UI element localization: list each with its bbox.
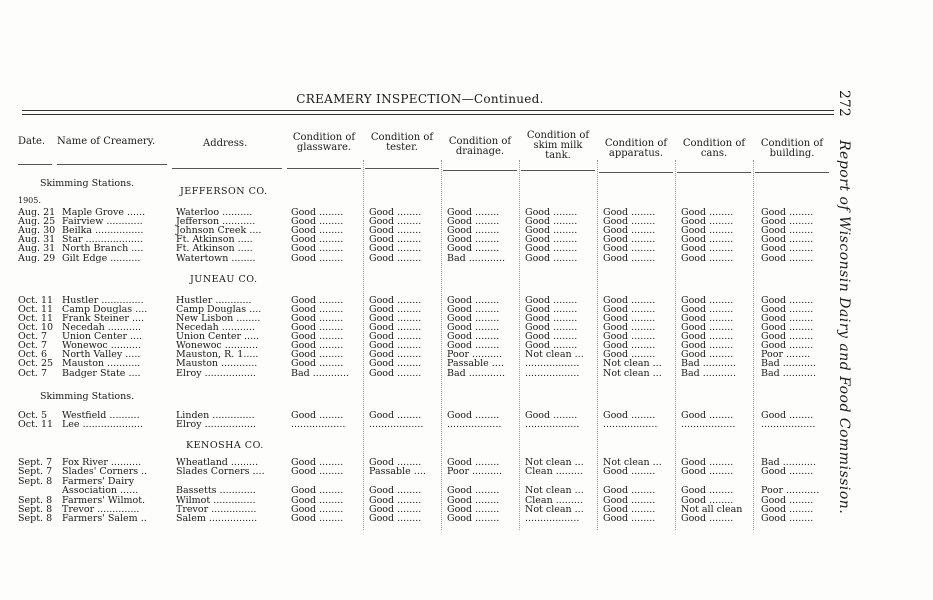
row-cans: Good ........ [681, 322, 734, 333]
row-drainage: Good ........ [447, 216, 500, 227]
row-tester: Passable .... [369, 466, 426, 477]
row-address: Wilmot .............. [176, 495, 256, 506]
row-glassware: Good ........ [291, 349, 344, 360]
row-cans: Good ........ [681, 485, 734, 496]
row-apparatus: Good ........ [603, 513, 656, 524]
row-cans: Not all clean [681, 504, 743, 515]
row-name: North Branch .... [62, 243, 144, 254]
page-title: CREAMERY INSPECTION—Continued. [296, 92, 544, 106]
row-name: Westfield .......... [62, 410, 140, 421]
row-apparatus: Good ........ [603, 349, 656, 360]
row-address: Slades Corners .... [176, 466, 265, 477]
row-skim-milk-tank: Good ........ [525, 340, 578, 351]
row-apparatus: Good ........ [603, 225, 656, 236]
header-drainage: Condition of drainage. [448, 136, 512, 157]
row-date: Aug. 29 [18, 253, 56, 264]
row-name: Beilka ................ [62, 225, 144, 236]
row-drainage: Good ........ [447, 243, 500, 254]
row-glassware: Good ........ [291, 457, 344, 468]
row-date: Oct. 11 [18, 295, 54, 306]
county-label: JUNEAU CO. [190, 274, 258, 285]
row-date: Aug. 21 [18, 207, 56, 218]
row-apparatus: Good ........ [603, 243, 656, 254]
row-tester: Good ........ [369, 207, 422, 218]
row-cans: Good ........ [681, 253, 734, 264]
row-cans: Good ........ [681, 495, 734, 506]
row-glassware: Good ........ [291, 304, 344, 315]
row-name: Fox River .......... [62, 457, 142, 468]
section-label: Skimming Stations. [40, 178, 135, 189]
row-address: Mauston, R. 1..... [176, 349, 259, 360]
row-date: Oct. 11 [18, 419, 54, 430]
row-drainage: Good ........ [447, 234, 500, 245]
row-tester: Good ........ [369, 243, 422, 254]
row-drainage: Good ........ [447, 331, 500, 342]
row-apparatus: Not clean ... [603, 358, 662, 369]
row-address: Ft. Atkinson ..... [176, 234, 253, 245]
row-drainage: Good ........ [447, 340, 500, 351]
row-tester: Good ........ [369, 313, 422, 324]
header-rule [172, 168, 282, 169]
page-number: 272 [836, 90, 852, 117]
section-label: Skimming Stations. [40, 391, 135, 402]
row-cans: Good ........ [681, 513, 734, 524]
header-rule [287, 168, 361, 169]
row-building: Good ........ [761, 495, 814, 506]
row-date: Aug. 31 [18, 234, 56, 245]
row-name: Association ...... [62, 485, 139, 496]
row-date: Sept. 7 [18, 457, 53, 468]
header-building: Condition of building. [760, 138, 824, 159]
row-name: Frank Steiner .... [62, 313, 145, 324]
row-building: Good ........ [761, 513, 814, 524]
county-label: JEFFERSON CO. [180, 186, 268, 197]
row-apparatus: Good ........ [603, 253, 656, 264]
row-apparatus: Good ........ [603, 295, 656, 306]
row-glassware: Good ........ [291, 313, 344, 324]
row-glassware: Good ........ [291, 322, 344, 333]
row-skim-milk-tank: Good ........ [525, 225, 578, 236]
row-date: Oct. 5 [18, 410, 48, 421]
row-skim-milk-tank: .................. [525, 358, 580, 369]
row-skim-milk-tank: Clean ......... [525, 466, 583, 477]
row-apparatus: Good ........ [603, 322, 656, 333]
row-cans: Bad ........... [681, 368, 736, 379]
row-apparatus: Not clean ... [603, 457, 662, 468]
row-building: Bad ........... [761, 457, 816, 468]
row-date: Sept. 8 [18, 513, 53, 524]
row-glassware: Good ........ [291, 485, 344, 496]
column-rule [675, 160, 676, 530]
row-address: Salem ................ [176, 513, 258, 524]
row-building: .................. [761, 419, 816, 430]
row-skim-milk-tank: Not clean ... [525, 457, 584, 468]
row-date: Oct. 10 [18, 322, 54, 333]
row-address: Wheatland ......... [176, 457, 259, 468]
row-name: Fairview ............ [62, 216, 143, 227]
row-building: Good ........ [761, 253, 814, 264]
row-tester: Good ........ [369, 331, 422, 342]
row-tester: Good ........ [369, 504, 422, 515]
row-address: Necedah ........... [176, 322, 255, 333]
row-building: Good ........ [761, 216, 814, 227]
row-tester: Good ........ [369, 485, 422, 496]
row-drainage: Good ........ [447, 457, 500, 468]
row-skim-milk-tank: Good ........ [525, 410, 578, 421]
row-building: Good ........ [761, 304, 814, 315]
column-rule [441, 160, 442, 530]
row-cans: Good ........ [681, 207, 734, 218]
row-drainage: Good ........ [447, 495, 500, 506]
row-skim-milk-tank: .................. [525, 419, 580, 430]
row-cans: .................. [681, 419, 736, 430]
header-tester: Condition of tester. [370, 132, 434, 153]
row-glassware: Bad ............ [291, 368, 349, 379]
row-drainage: Good ........ [447, 225, 500, 236]
row-address: Watertown ........ [176, 253, 256, 264]
row-glassware: Good ........ [291, 253, 344, 264]
row-drainage: Good ........ [447, 504, 500, 515]
column-rule [519, 160, 520, 530]
row-address: Elroy ................. [176, 419, 256, 430]
row-name: Farmers' Wilmot. [62, 495, 146, 506]
row-name: Camp Douglas .... [62, 304, 148, 315]
title-rule-bottom [22, 114, 834, 115]
header-date: Date. [18, 136, 46, 147]
row-address: Johnson Creek .... [176, 225, 262, 236]
row-apparatus: Good ........ [603, 340, 656, 351]
row-cans: Bad ........... [681, 358, 736, 369]
row-glassware: Good ........ [291, 340, 344, 351]
header-glassware: Condition of glassware. [292, 132, 356, 153]
row-drainage: Good ........ [447, 295, 500, 306]
row-tester: .................. [369, 419, 424, 430]
row-glassware: .................. [291, 419, 346, 430]
row-drainage: Bad ............ [447, 368, 505, 379]
row-cans: Good ........ [681, 225, 734, 236]
row-building: Good ........ [761, 410, 814, 421]
row-cans: Good ........ [681, 304, 734, 315]
row-skim-milk-tank: Good ........ [525, 253, 578, 264]
row-name: Slades' Corners .. [62, 466, 148, 477]
row-skim-milk-tank: Clean ......... [525, 495, 583, 506]
row-name: North Valley ..... [62, 349, 141, 360]
row-address: Linden .............. [176, 410, 255, 421]
row-skim-milk-tank: Good ........ [525, 322, 578, 333]
row-apparatus: Good ........ [603, 313, 656, 324]
row-tester: Good ........ [369, 457, 422, 468]
row-cans: Good ........ [681, 331, 734, 342]
row-address: Elroy ................. [176, 368, 256, 379]
row-drainage: Passable .... [447, 358, 504, 369]
row-drainage: Good ........ [447, 322, 500, 333]
row-apparatus: Good ........ [603, 304, 656, 315]
row-cans: Good ........ [681, 313, 734, 324]
row-address: Wonewoc ........... [176, 340, 258, 351]
row-apparatus: Good ........ [603, 410, 656, 421]
row-skim-milk-tank: Good ........ [525, 207, 578, 218]
row-building: Poor ........ [761, 349, 811, 360]
row-date: Sept. 8 [18, 504, 53, 515]
row-tester: Good ........ [369, 495, 422, 506]
row-cans: Good ........ [681, 466, 734, 477]
row-date: Sept. 8 [18, 495, 53, 506]
row-drainage: Good ........ [447, 207, 500, 218]
row-skim-milk-tank: Good ........ [525, 313, 578, 324]
row-name: Gilt Edge .......... [62, 253, 141, 264]
row-skim-milk-tank: Not clean ... [525, 349, 584, 360]
row-cans: Good ........ [681, 410, 734, 421]
row-drainage: Bad ............ [447, 253, 505, 264]
row-glassware: Good ........ [291, 358, 344, 369]
row-address: Ft. Atkinson ..... [176, 243, 253, 254]
row-glassware: Good ........ [291, 466, 344, 477]
row-cans: Good ........ [681, 340, 734, 351]
title-rule-top [22, 110, 834, 111]
row-apparatus: Good ........ [603, 495, 656, 506]
row-name: Necedah ........... [62, 322, 141, 333]
row-glassware: Good ........ [291, 504, 344, 515]
row-date: Oct. 7 [18, 331, 48, 342]
row-address: Camp Douglas .... [176, 304, 262, 315]
row-skim-milk-tank: .................. [525, 368, 580, 379]
header-rule [677, 172, 751, 173]
row-date: Sept. 8 [18, 476, 53, 487]
row-date: Aug. 30 [18, 225, 56, 236]
row-tester: Good ........ [369, 368, 422, 379]
row-building: Poor ........... [761, 485, 820, 496]
row-name: Trevor .............. [62, 504, 140, 515]
row-address: Mauston ............ [176, 358, 258, 369]
row-cans: Good ........ [681, 234, 734, 245]
row-cans: Good ........ [681, 243, 734, 254]
row-building: Good ........ [761, 331, 814, 342]
row-tester: Good ........ [369, 295, 422, 306]
row-address: Union Center ..... [176, 331, 260, 342]
row-tester: Good ........ [369, 358, 422, 369]
row-tester: Good ........ [369, 410, 422, 421]
row-building: Good ........ [761, 313, 814, 324]
row-name: Hustler .............. [62, 295, 144, 306]
row-glassware: Good ........ [291, 216, 344, 227]
row-tester: Good ........ [369, 513, 422, 524]
header-name: Name of Creamery. [57, 136, 156, 147]
row-skim-milk-tank: Good ........ [525, 304, 578, 315]
row-glassware: Good ........ [291, 513, 344, 524]
row-apparatus: Good ........ [603, 485, 656, 496]
header-cans: Condition of cans. [682, 138, 746, 159]
row-cans: Good ........ [681, 295, 734, 306]
county-label: KENOSHA CO. [186, 440, 264, 451]
header-rule [365, 168, 439, 169]
row-building: Good ........ [761, 243, 814, 254]
row-apparatus: Good ........ [603, 504, 656, 515]
row-address: Waterloo .......... [176, 207, 253, 218]
row-drainage: Poor .......... [447, 349, 503, 360]
header-rule [18, 164, 52, 165]
row-date: Oct. 25 [18, 358, 54, 369]
row-building: Good ........ [761, 207, 814, 218]
row-glassware: Good ........ [291, 243, 344, 254]
row-skim-milk-tank: Good ........ [525, 295, 578, 306]
row-glassware: Good ........ [291, 295, 344, 306]
row-building: Good ........ [761, 340, 814, 351]
year-label: 1905. [18, 196, 41, 205]
header-rule [521, 170, 595, 171]
row-building: Good ........ [761, 234, 814, 245]
row-cans: Good ........ [681, 457, 734, 468]
row-tester: Good ........ [369, 253, 422, 264]
row-date: Oct. 7 [18, 340, 48, 351]
row-date: Oct. 7 [18, 368, 48, 379]
row-apparatus: Good ........ [603, 331, 656, 342]
header-rule [599, 172, 673, 173]
column-rule [597, 160, 598, 530]
row-date: Aug. 25 [18, 216, 56, 227]
row-skim-milk-tank: Not clean ... [525, 504, 584, 515]
row-address: Trevor ............... [176, 504, 257, 515]
row-name: Wonewoc .......... [62, 340, 141, 351]
column-rule [753, 160, 754, 530]
row-date: Oct. 11 [18, 304, 54, 315]
row-name: Farmers' Salem .. [62, 513, 147, 524]
row-building: Good ........ [761, 225, 814, 236]
header-apparatus: Condition of apparatus. [604, 138, 668, 159]
row-drainage: Good ........ [447, 513, 500, 524]
row-address: New Lisbon ........ [176, 313, 261, 324]
row-tester: Good ........ [369, 304, 422, 315]
row-glassware: Good ........ [291, 234, 344, 245]
row-building: Bad ........... [761, 368, 816, 379]
row-apparatus: Good ........ [603, 216, 656, 227]
row-date: Oct. 6 [18, 349, 48, 360]
running-head: Report of Wisconsin Dairy and Food Commission. [836, 140, 852, 515]
row-apparatus: Good ........ [603, 234, 656, 245]
row-date: Oct. 11 [18, 313, 54, 324]
row-skim-milk-tank: Good ........ [525, 216, 578, 227]
header-rule [443, 170, 517, 171]
row-drainage: Good ........ [447, 304, 500, 315]
header-rule [755, 172, 829, 173]
row-name: Maple Grove ...... [62, 207, 146, 218]
row-date: Sept. 7 [18, 466, 53, 477]
row-drainage: Good ........ [447, 410, 500, 421]
row-apparatus: Good ........ [603, 466, 656, 477]
row-building: Good ........ [761, 466, 814, 477]
row-building: Bad ........... [761, 358, 816, 369]
row-glassware: Good ........ [291, 207, 344, 218]
row-apparatus: .................. [603, 419, 658, 430]
row-tester: Good ........ [369, 234, 422, 245]
row-tester: Good ........ [369, 349, 422, 360]
row-drainage: Good ........ [447, 485, 500, 496]
row-tester: Good ........ [369, 216, 422, 227]
row-skim-milk-tank: Good ........ [525, 243, 578, 254]
row-building: Good ........ [761, 504, 814, 515]
column-rule [363, 160, 364, 530]
row-apparatus: Good ........ [603, 207, 656, 218]
row-name: Farmers' Dairy [62, 476, 135, 487]
row-drainage: Poor .......... [447, 466, 503, 477]
row-building: Good ........ [761, 322, 814, 333]
row-tester: Good ........ [369, 340, 422, 351]
row-glassware: Good ........ [291, 225, 344, 236]
row-name: Lee .................... [62, 419, 143, 430]
row-tester: Good ........ [369, 322, 422, 333]
row-glassware: Good ........ [291, 410, 344, 421]
header-address: Address. [203, 138, 248, 149]
row-glassware: Good ........ [291, 495, 344, 506]
row-date: Aug. 31 [18, 243, 56, 254]
header-rule [57, 164, 167, 165]
row-building: Good ........ [761, 295, 814, 306]
row-cans: Good ........ [681, 349, 734, 360]
header-skim-milk-tank: Condition of skim milk tank. [526, 130, 590, 161]
row-name: Badger State .... [62, 368, 141, 379]
row-skim-milk-tank: Good ........ [525, 331, 578, 342]
row-drainage: Good ........ [447, 313, 500, 324]
row-drainage: .................. [447, 419, 502, 430]
row-address: Hustler ............ [176, 295, 252, 306]
row-apparatus: Not clean ... [603, 368, 662, 379]
row-tester: Good ........ [369, 225, 422, 236]
row-name: Star ................... [62, 234, 143, 245]
row-address: Jefferson ........... [176, 216, 256, 227]
row-name: Mauston ........... [62, 358, 141, 369]
row-address: Bassetts ............ [176, 485, 256, 496]
row-skim-milk-tank: .................. [525, 513, 580, 524]
row-name: Union Center .... [62, 331, 143, 342]
row-skim-milk-tank: Good ........ [525, 234, 578, 245]
row-skim-milk-tank: Not clean ... [525, 485, 584, 496]
row-cans: Good ........ [681, 216, 734, 227]
row-glassware: Good ........ [291, 331, 344, 342]
